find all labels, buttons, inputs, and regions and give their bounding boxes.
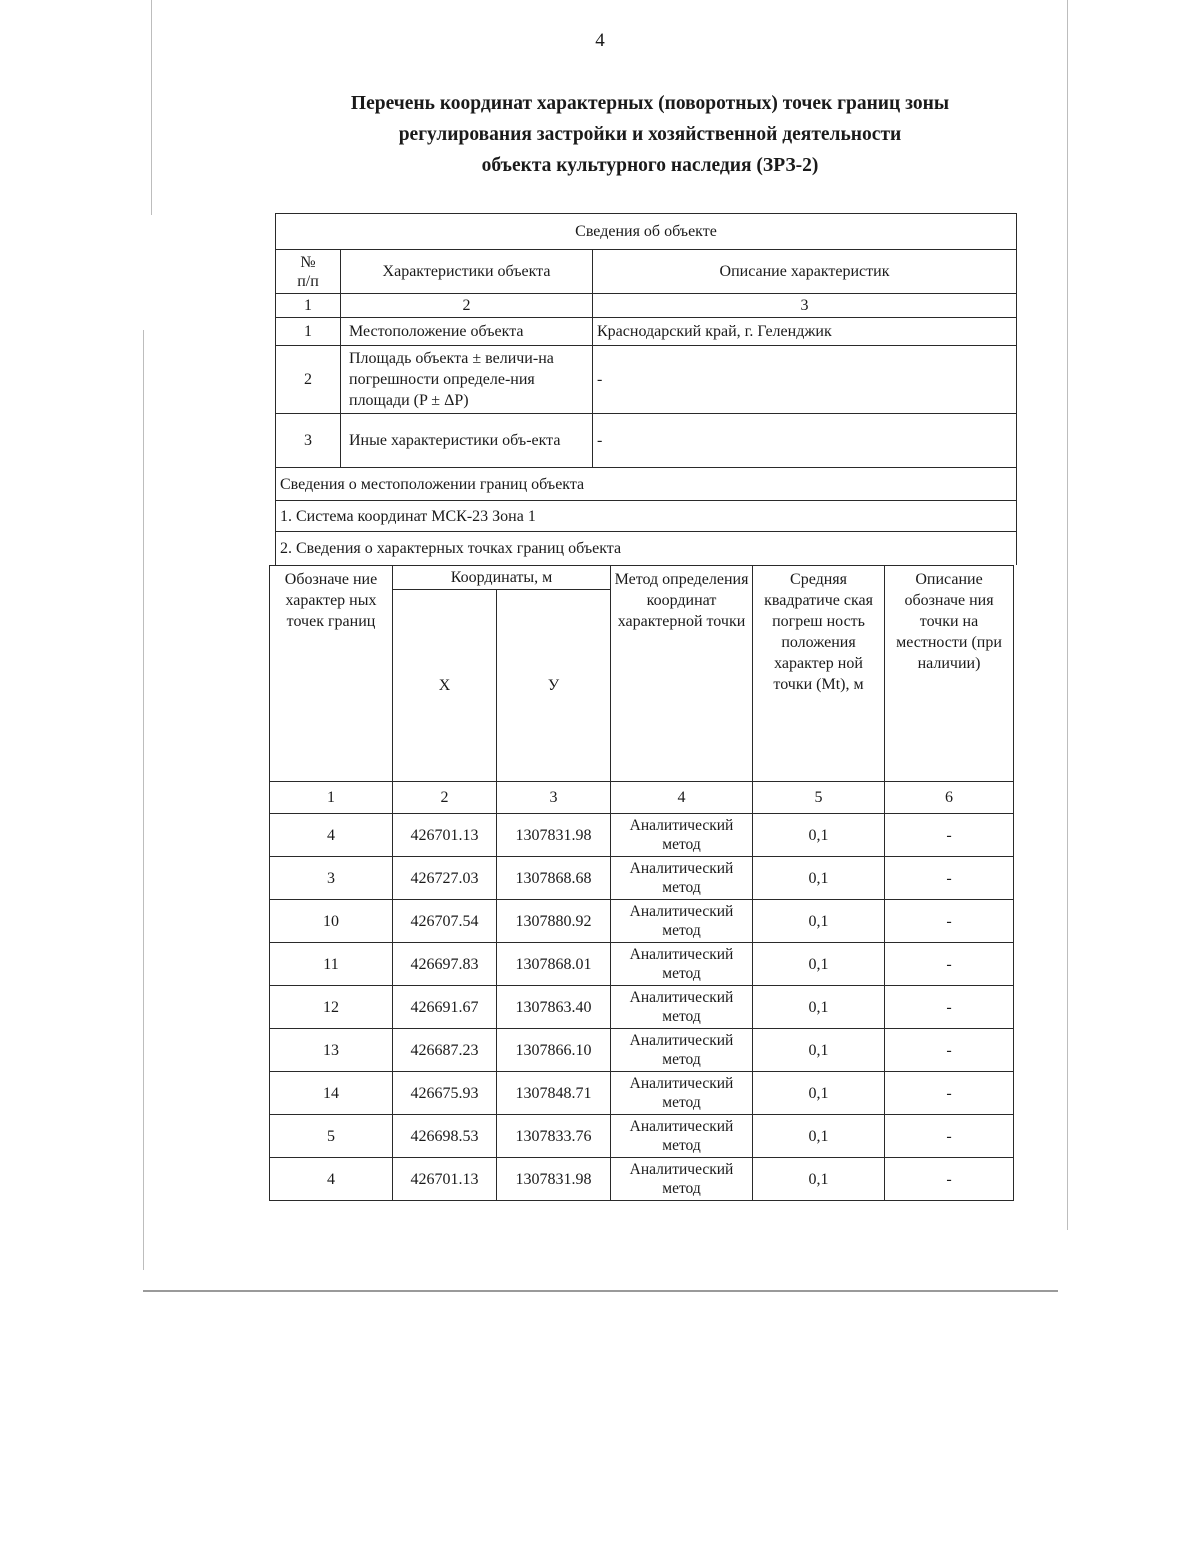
y-coordinate-cell: 1307868.01	[497, 943, 611, 986]
method-cell: Аналитический метод	[611, 1115, 753, 1158]
accuracy-cell: 0,1	[753, 1158, 885, 1201]
object-info-table	[275, 213, 1017, 565]
y-coordinate-cell: 1307833.76	[497, 1115, 611, 1158]
x-coordinate-cell: 426675.93	[393, 1072, 497, 1115]
points-col-index-3: 3	[497, 782, 611, 814]
method-cell: Аналитический метод	[611, 943, 753, 986]
points-section-header: 2. Сведения о характерных точках границ объекта	[276, 532, 1017, 565]
y-coordinate-cell: 1307880.92	[497, 900, 611, 943]
description-cell: -	[885, 1029, 1014, 1072]
header-description: Описание обозначе ния точки на местности (при наличии)	[885, 566, 1014, 782]
accuracy-cell: 0,1	[753, 900, 885, 943]
y-coordinate-cell: 1307831.98	[497, 814, 611, 857]
y-coordinate-cell: 1307868.68	[497, 857, 611, 900]
col-index-2: 2	[341, 294, 593, 318]
title-line-1: Перечень координат характерных (поворотных) точек границ зоны	[350, 93, 950, 114]
x-coordinate-cell: 426698.53	[393, 1115, 497, 1158]
description-cell: -	[885, 943, 1014, 986]
scan-bottom-edge	[143, 1290, 1058, 1292]
y-coordinate-cell: 1307848.71	[497, 1072, 611, 1115]
point-label-cell: 12	[270, 986, 393, 1029]
table-row	[270, 900, 1014, 943]
y-coordinate-cell: 1307866.10	[497, 1029, 611, 1072]
y-coordinate-cell: 1307831.98	[497, 1158, 611, 1201]
x-coordinate-cell: 426691.67	[393, 986, 497, 1029]
document-title	[250, 88, 1050, 181]
object-row-desc: -	[593, 346, 1017, 414]
x-coordinate-cell: 426697.83	[393, 943, 497, 986]
x-coordinate-cell: 426707.54	[393, 900, 497, 943]
accuracy-cell: 0,1	[753, 943, 885, 986]
accuracy-cell: 0,1	[753, 986, 885, 1029]
title-line-2: регулирования застройки и хозяйственной деятельности	[398, 124, 902, 145]
title-line-3: объекта культурного наследия (ЗРЗ-2)	[481, 155, 819, 176]
description-cell: -	[885, 1072, 1014, 1115]
object-row-num: 3	[276, 414, 341, 468]
table-row	[270, 986, 1014, 1029]
object-section-header: Сведения об объекте	[276, 214, 1017, 250]
method-cell: Аналитический метод	[611, 986, 753, 1029]
description-cell: -	[885, 814, 1014, 857]
x-coordinate-cell: 426727.03	[393, 857, 497, 900]
header-coordinates: Координаты, м	[393, 566, 611, 590]
table-row	[270, 1072, 1014, 1115]
points-col-index-5: 5	[753, 782, 885, 814]
x-coordinate-cell: 426687.23	[393, 1029, 497, 1072]
header-point-label: Обозначе ние характер ных точек границ	[270, 566, 393, 782]
x-coordinate-cell: 426701.13	[393, 1158, 497, 1201]
point-label-cell: 5	[270, 1115, 393, 1158]
points-col-index-4: 4	[611, 782, 753, 814]
col-desc-header: Описание характеристик	[593, 250, 1017, 294]
object-row-num: 1	[276, 318, 341, 346]
header-x: X	[393, 590, 497, 782]
table-row	[270, 1029, 1014, 1072]
col-index-1: 1	[276, 294, 341, 318]
table-row	[270, 814, 1014, 857]
object-row-num: 2	[276, 346, 341, 414]
method-cell: Аналитический метод	[611, 1072, 753, 1115]
description-cell: -	[885, 986, 1014, 1029]
description-cell: -	[885, 1158, 1014, 1201]
method-cell: Аналитический метод	[611, 857, 753, 900]
points-rows	[270, 814, 1014, 1201]
col-index-3: 3	[593, 294, 1017, 318]
points-col-index-1: 1	[270, 782, 393, 814]
table-row	[270, 1158, 1014, 1201]
object-row-char: Иные характеристики объ-екта	[341, 414, 593, 468]
col-char-header: Характеристики объекта	[341, 250, 593, 294]
scan-margin-right	[1067, 0, 1068, 1230]
object-row-char: Местоположение объекта	[341, 318, 593, 346]
y-coordinate-cell: 1307863.40	[497, 986, 611, 1029]
accuracy-cell: 0,1	[753, 1072, 885, 1115]
accuracy-cell: 0,1	[753, 1029, 885, 1072]
scan-margin-left-lower	[143, 330, 144, 1270]
point-label-cell: 4	[270, 814, 393, 857]
col-num-header: № п/п	[276, 250, 341, 294]
point-label-cell: 10	[270, 900, 393, 943]
x-coordinate-cell: 426701.13	[393, 814, 497, 857]
object-row-desc: Краснодарский край, г. Геленджик	[593, 318, 1017, 346]
accuracy-cell: 0,1	[753, 814, 885, 857]
boundary-points-table	[269, 565, 1014, 1201]
header-accuracy: Средняя квадратиче ская погреш ность положения характер ной точки (Mt), м	[753, 566, 885, 782]
description-cell: -	[885, 900, 1014, 943]
points-col-index-6: 6	[885, 782, 1014, 814]
table-row	[270, 943, 1014, 986]
point-label-cell: 3	[270, 857, 393, 900]
object-row-char: Площадь объекта ± величи-на погрешности определе-ния площади (P ± ΔP)	[341, 346, 593, 414]
description-cell: -	[885, 1115, 1014, 1158]
method-cell: Аналитический метод	[611, 1158, 753, 1201]
table-row	[270, 1115, 1014, 1158]
table-row	[270, 857, 1014, 900]
point-label-cell: 14	[270, 1072, 393, 1115]
location-section-header: Сведения о местоположении границ объекта	[276, 468, 1017, 501]
header-y: У	[497, 590, 611, 782]
method-cell: Аналитический метод	[611, 1029, 753, 1072]
method-cell: Аналитический метод	[611, 814, 753, 857]
points-col-index-2: 2	[393, 782, 497, 814]
method-cell: Аналитический метод	[611, 900, 753, 943]
point-label-cell: 4	[270, 1158, 393, 1201]
page-number: 4	[595, 30, 605, 51]
object-row-desc: -	[593, 414, 1017, 468]
coordinate-system: 1. Система координат МСК-23 Зона 1	[276, 501, 1017, 532]
point-label-cell: 13	[270, 1029, 393, 1072]
header-method: Метод определения координат характерной точки	[611, 566, 753, 782]
accuracy-cell: 0,1	[753, 857, 885, 900]
description-cell: -	[885, 857, 1014, 900]
point-label-cell: 11	[270, 943, 393, 986]
accuracy-cell: 0,1	[753, 1115, 885, 1158]
